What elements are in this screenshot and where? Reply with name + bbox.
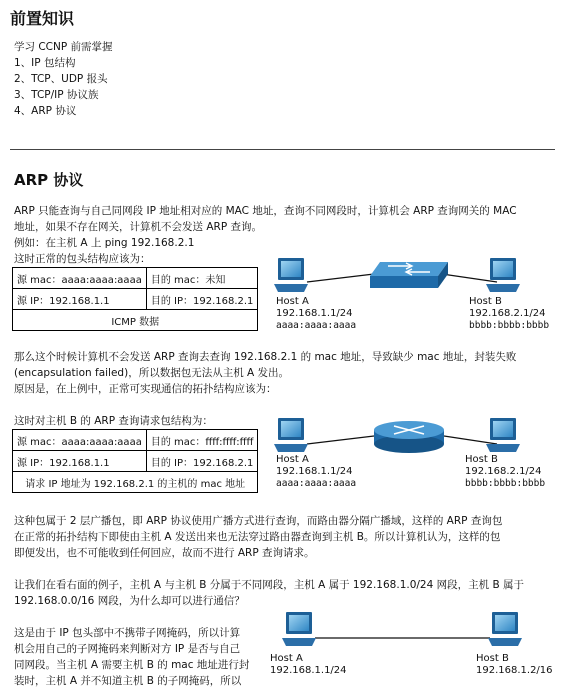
table2-src-mac: 源 mac：aaaa:aaaa:aaaa <box>13 430 147 451</box>
d1-host-a-ip: 192.168.1.1/24 <box>276 308 353 319</box>
host-b-computer-icon <box>488 612 522 646</box>
intro-item-2: 2、TCP、UDP 报头 <box>14 73 108 85</box>
arp-para1-line1: ARP 只能查询与自己同网段 IP 地址相对应的 MAC 地址，查询不同网段时，计算机会 ARP 查询网关的 MAC <box>14 205 517 217</box>
d1-host-b-mac: bbbb:bbbb:bbbb <box>469 320 550 331</box>
d2-host-a-ip: 192.168.1.1/24 <box>276 466 353 477</box>
arp-para5-line4: 装时，主机 A 并不知道主机 B 的子网掩码，所以 <box>14 675 242 687</box>
d1-host-b-name: Host B <box>469 296 502 307</box>
host-b-computer-icon <box>486 258 520 292</box>
d3-host-b-name: Host B <box>476 653 509 664</box>
arp-para5-line3: 同网段。当主机 A 需要主机 B 的 mac 地址进行封 <box>14 659 250 671</box>
intro-item-1: 1、IP 包结构 <box>14 57 76 69</box>
switch-icon <box>370 262 448 288</box>
table2-dst-mac: 目的 mac：ffff:ffff:ffff <box>146 430 258 451</box>
normal-header-table <box>12 267 258 331</box>
arp-para2-line1: 那么这个时候计算机不会发送 ARP 查询去查询 192.168.2.1 的 mac 地址，导致缺少 mac 地址，封装失败 <box>14 351 517 363</box>
arp-para2-line2: (encapsulation failed)，所以数据包无法从主机 A 发出。 <box>14 367 290 379</box>
table2-src-ip: 源 IP：192.168.1.1 <box>13 451 147 472</box>
arp-para3-line2: 在正常的拓扑结构下即使由主机 A 发送出来也无法穿过路由器查询到主机 B。所以计算机认为，这样的包 <box>14 531 501 543</box>
arp-para4-line2: 192.168.0.0/16 网段，为什么却可以进行通信？ <box>14 595 245 607</box>
topology-diagram-direct <box>270 606 560 650</box>
d2-host-a-mac: aaaa:aaaa:aaaa <box>276 478 357 489</box>
arp-title: ARP 协议 <box>14 171 84 189</box>
d1-host-a-name: Host A <box>276 296 309 307</box>
arp-example: 例如：在主机 A 上 ping 192.168.2.1 <box>14 237 195 249</box>
table2-dst-ip: 目的 IP：192.168.2.1 <box>146 451 258 472</box>
table1-dst-ip: 目的 IP：192.168.2.1 <box>146 289 258 310</box>
arp-para1-line2: 地址，如果不存在网关，计算机不会发送 ARP 查询。 <box>14 221 262 233</box>
arp-para4-line1: 让我们在看右面的例子，主机 A 与主机 B 分属于不同网段，主机 A 属于 192.168.1.0/24 网段，主机 B 属于 <box>14 579 525 591</box>
d3-host-b-ip: 192.168.1.2/16 <box>476 665 553 676</box>
d2-host-b-ip: 192.168.2.1/24 <box>465 466 542 477</box>
d2-host-a-name: Host A <box>276 454 309 465</box>
host-a-computer-icon <box>274 258 308 292</box>
host-a-computer-icon <box>282 612 316 646</box>
intro-subtitle: 学习 CCNP 前需掌握 <box>14 41 113 53</box>
d3-host-a-ip: 192.168.1.1/24 <box>270 665 347 676</box>
arp-para5-line1: 这是由于 IP 包头部中不携带子网掩码，所以计算 <box>14 627 241 639</box>
intro-item-4: 4、ARP 协议 <box>14 105 77 117</box>
host-b-computer-icon <box>486 418 520 452</box>
arp-request-caption: 这时对主机 B 的 ARP 查询请求包结构为： <box>14 415 213 427</box>
d2-host-b-name: Host B <box>465 454 498 465</box>
router-icon <box>374 421 444 453</box>
topology-diagram-router <box>262 410 562 458</box>
arp-request-table <box>12 429 258 493</box>
d1-host-b-ip: 192.168.2.1/24 <box>469 308 546 319</box>
table1-src-mac: 源 mac：aaaa:aaaa:aaaa <box>13 268 147 289</box>
arp-para3-line1: 这种包属于 2 层广播包，即 ARP 协议使用广播方式进行查询，而路由器分隔广播域，这样的 ARP 查询包 <box>14 515 503 527</box>
d3-host-a-name: Host A <box>270 653 303 664</box>
host-a-computer-icon <box>274 418 308 452</box>
normal-header-caption: 这时正常的包头结构应该为： <box>14 253 151 265</box>
table1-dst-mac: 目的 mac：未知 <box>146 268 258 289</box>
arp-para3-line3: 即便发出，也不可能收到任何回应，故而不进行 ARP 查询请求。 <box>14 547 315 559</box>
arp-para2-line3: 原因是，在上例中，正常可实现通信的拓扑结构应该为： <box>14 383 277 395</box>
d2-host-b-mac: bbbb:bbbb:bbbb <box>465 478 546 489</box>
intro-item-3: 3、TCP/IP 协议族 <box>14 89 99 101</box>
table1-payload: ICMP 数据 <box>13 310 258 331</box>
arp-para5-line2: 机会用自己的子网掩码来判断对方 IP 是否与自己 <box>14 643 241 655</box>
table2-payload: 请求 IP 地址为 192.168.2.1 的主机的 mac 地址 <box>13 472 258 493</box>
topology-diagram-switch <box>262 252 562 300</box>
d1-host-a-mac: aaaa:aaaa:aaaa <box>276 320 357 331</box>
table1-src-ip: 源 IP：192.168.1.1 <box>13 289 147 310</box>
section-divider <box>10 149 555 150</box>
intro-title: 前置知识 <box>10 9 75 28</box>
